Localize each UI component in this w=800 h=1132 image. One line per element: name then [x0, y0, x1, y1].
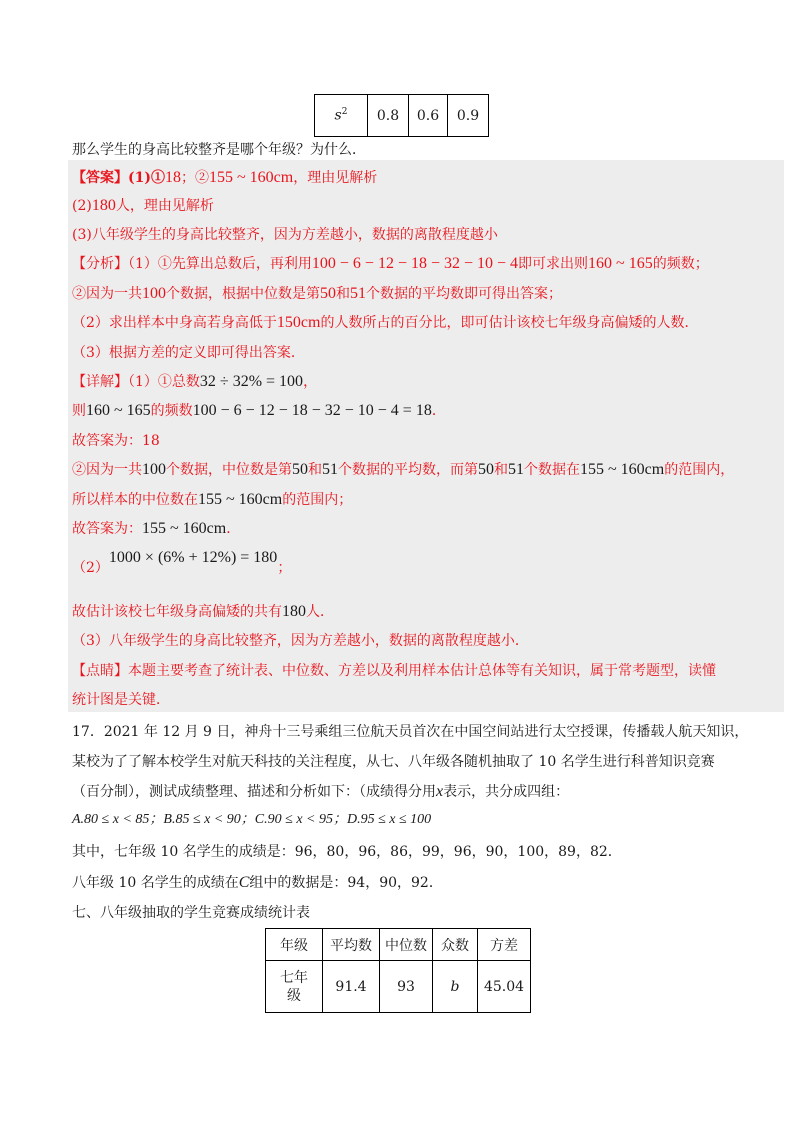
- variance-cell: 0.6: [409, 95, 448, 137]
- stats-cell: 45.04: [478, 961, 531, 1013]
- detail-line-6: 故答案为：155 ~ 160cm．: [72, 520, 241, 537]
- stats-cell: 93: [380, 961, 433, 1013]
- variance-cell: 0.9: [448, 95, 489, 137]
- detail-line-7: （2）1000 × (6% + 12%) = 180；: [72, 549, 292, 576]
- answer-line-1: 【答案】(1)①18；②155 ~ 160cm，理由见解析: [72, 169, 378, 186]
- detail-line-5: 所以样本的中位数在155 ~ 160cm的范围内；: [72, 491, 353, 508]
- stats-header-cell: 方差: [478, 929, 531, 961]
- q17-grade8-c-group: 八年级 10 名学生的成绩在C组中的数据是：94，90，92．: [72, 874, 443, 891]
- question-text: 那么学生的身高比较整齐是哪个年级？为什么．: [72, 142, 366, 158]
- variance-table: [314, 94, 489, 137]
- analysis-line-3: （2）求出样本中身高若身高低于150cm的人数所占的百分比，即可估计该校七年级身高偏矮的人数．: [72, 314, 699, 331]
- q17-table-caption: 七、八年级抽取的学生竞赛成绩统计表: [72, 905, 310, 921]
- analysis-line-4: （3）根据方差的定义即可得出答案．: [72, 345, 305, 361]
- answer-line-3: (3)八年级学生的身高比较整齐，因为方差越小，数据的离散程度越小: [72, 227, 498, 243]
- stats-table: [265, 928, 531, 1013]
- stats-cell: 91.4: [323, 961, 380, 1013]
- detail-line-3: 故答案为：18: [72, 433, 160, 449]
- stats-cell: 七年 级: [266, 961, 323, 1013]
- stats-header-cell: 年级: [266, 929, 323, 961]
- detail-line-8: 故估计该校七年级身高偏矮的共有180人．: [72, 603, 334, 620]
- q17-line-3: （百分制），测试成绩整理、描述和分析如下：（成绩得分用x表示，共分成四组：: [72, 783, 570, 800]
- key-point-line-2: 统计图是关键．: [72, 692, 170, 708]
- variance-cell: 0.8: [368, 95, 409, 137]
- detail-line-4: ②因为一共100个数据，中位数是第50和51个数据的平均数，而第50和51个数据在155 ~ 160cm的范围内，: [72, 461, 735, 478]
- answer-line-2: (2)180人，理由见解析: [72, 197, 214, 214]
- stats-header-cell: 中位数: [380, 929, 433, 961]
- variance-label: $s^2$: [315, 95, 368, 137]
- key-point-line-1: 【点睛】本题主要考查了统计表、中位数、方差以及利用样本估计总体等有关知识，属于常考题型，读懂: [72, 663, 716, 679]
- detail-line-9: （3）八年级学生的身高比较整齐，因为方差越小，数据的离散程度越小．: [72, 633, 529, 649]
- q17-groups: A.80 ≤ x < 85；B.85 ≤ x < 90；C.90 ≤ x < 95；D.95 ≤ x ≤ 100: [72, 812, 432, 827]
- analysis-line-2: ②因为一共100个数据，根据中位数是第50和51个数据的平均数即可得出答案；: [72, 285, 562, 302]
- stats-header-cell: 平均数: [323, 929, 380, 961]
- stats-cell: b: [433, 961, 478, 1013]
- q17-grade7-scores: 其中，七年级 10 名学生的成绩是：96，80，96，86，99，96，90，100，89，82．: [72, 844, 622, 860]
- detail-line-1: 【详解】（1）①总数32 ÷ 32% = 100，: [72, 373, 318, 390]
- stats-header-cell: 众数: [433, 929, 478, 961]
- q17-line-2: 某校为了了解本校学生对航天科技的关注程度，从七、八年级各随机抽取了 10 名学生进行科普知识竞赛: [72, 754, 715, 770]
- analysis-line-1: 【分析】（1）①先算出总数后，再利用100 − 6 − 12 − 18 − 32 − 10 − 4即可求出则160 ~ 165的频数；: [72, 255, 709, 272]
- detail-line-2: 则160 ~ 165的频数100 − 6 − 12 − 18 − 32 − 10 − 4 = 18．: [72, 402, 446, 419]
- q17-line-1: 17．2021 年 12 月 9 日，神舟十三号乘组三位航天员首次在中国空间站进行太空授课，传播载人航天知识，: [72, 724, 749, 740]
